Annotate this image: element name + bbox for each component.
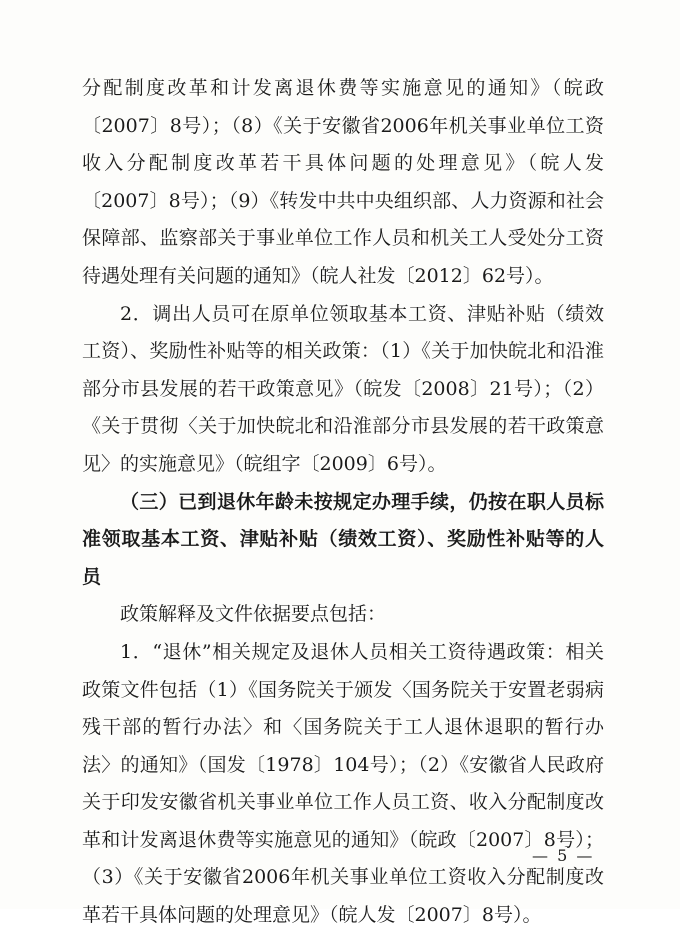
document-body xyxy=(82,70,604,935)
paragraph-transfer-personnel-policy: 2．调出人员可在原单位领取基本工资、津贴补贴（绩效工资）、奖励性补贴等的相关政策：（1）《关于加快皖北和沿淮部分市县发展的若干政策意见》（皖发〔2008〕21号）；（2）《关于贯彻〈关于加快皖北和沿淮部分市县发展的若干政策意见〉的实施意见》（皖组字〔2009〕6号）。 xyxy=(82,302,604,475)
paragraph-retirement-policy: 1．“退休”相关规定及退休人员相关工资待遇政策：相关政策文件包括（1）《国务院关于颁发〈国务院关于安置老弱病残干部的暂行办法〉和〈国务院关于工人退休退职的暂行办法〉的通知》（国发〔1978〕104号）；（2）《安徽省人民政府关于印发安徽省机关事业单位工作人员工资、收入分配制度改革和计发离退休费等实施意见的通知》（皖政〔2007〕8号）；（3）《关于安徽省2006年机关事业单位工资收入分配制度改革若干具体问题的处理意见》（皖人发〔2007〕8号）。 xyxy=(82,640,604,927)
paragraph-continued-policy-list: 分配制度改革和计发离退休费等实施意见的通知》（皖政〔2007〕8号）；（8）《关于安徽省2006年机关事业单位工资收入分配制度改革若干具体问题的处理意见》（皖人发〔2007〕8号）；（9）《转发中共中央组织部、人力资源和社会保障部、监察部关于事业单位工作人员和机关工人受处分工资待遇处理有关问题的通知》（皖人社发〔2012〕62号）。 xyxy=(82,77,604,287)
paragraph-policy-intro: 政策解释及文件依据要点包括： xyxy=(120,603,387,626)
page-number: — 5 — xyxy=(532,846,595,865)
section-heading-retirement-age: （三）已到退休年龄未按规定办理手续，仍按在职人员标准领取基本工资、津贴补贴（绩效工资）、奖励性补贴等的人员 xyxy=(82,490,604,588)
